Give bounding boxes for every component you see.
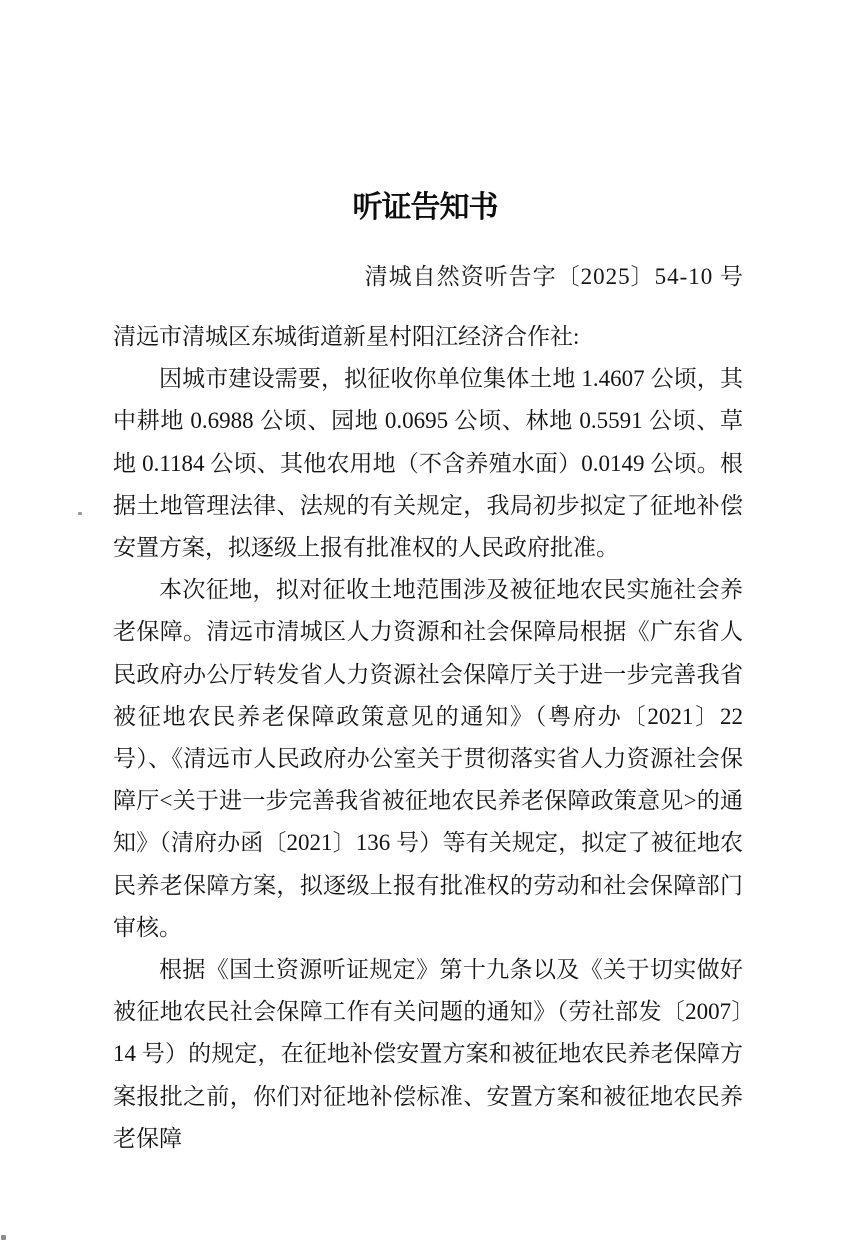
- scan-artifact-left: [78, 512, 82, 515]
- document-body: [113, 316, 743, 1160]
- paragraph-hearing-rights: 根据《国土资源听证规定》第十九条以及《关于切实做好被征地农民社会保障工作有关问题的通知》（劳社部发〔2007〕14 号）的规定，在征地补偿安置方案和被征地农民养老保障方案报批之前，你们对征地补偿标准、安置方案和被征地农民养老保障: [113, 957, 743, 1151]
- document-title: 听证告知书: [352, 191, 498, 225]
- paragraph-social-security: 本次征地，拟对征收土地范围涉及被征地农民实施社会养老保障。清远市清城区人力资源和社会保障局根据《广东省人民政府办公厅转发省人力资源社会保障厅关于进一步完善我省被征地农民养老保障政策意见的通知》（粤府办〔2021〕22 号）、《清远市人民政府办公室关于贯彻落实省人力资源社会保障厅<关于进一步完善我省被征地农民养老保障政策意见>的通知》（清府办函〔2021〕136 号）等有关规定，拟定了被征地农民养老保障方案，拟逐级上报有批准权的劳动和社会保障部门审核。: [113, 577, 743, 940]
- addressee-line: 清远市清城区东城街道新星村阳江经济合作社:: [113, 324, 580, 349]
- scan-artifact-bottom-left: [1, 1235, 6, 1240]
- paragraph-land-acquisition: 因城市建设需要，拟征收你单位集体土地 1.4607 公顷，其中耕地 0.6988 公顷、园地 0.0695 公顷、林地 0.5591 公顷、草地 0.1184 公顷、其他农用地（不含养殖水面）0.0149 公顷。根据土地管理法律、法规的有关规定，我局初步拟定了征地补偿安置方案，拟逐级上报有批准权的人民政府批准。: [113, 366, 743, 561]
- document-number: 清城自然资听告字〔2025〕54-10 号: [364, 264, 744, 289]
